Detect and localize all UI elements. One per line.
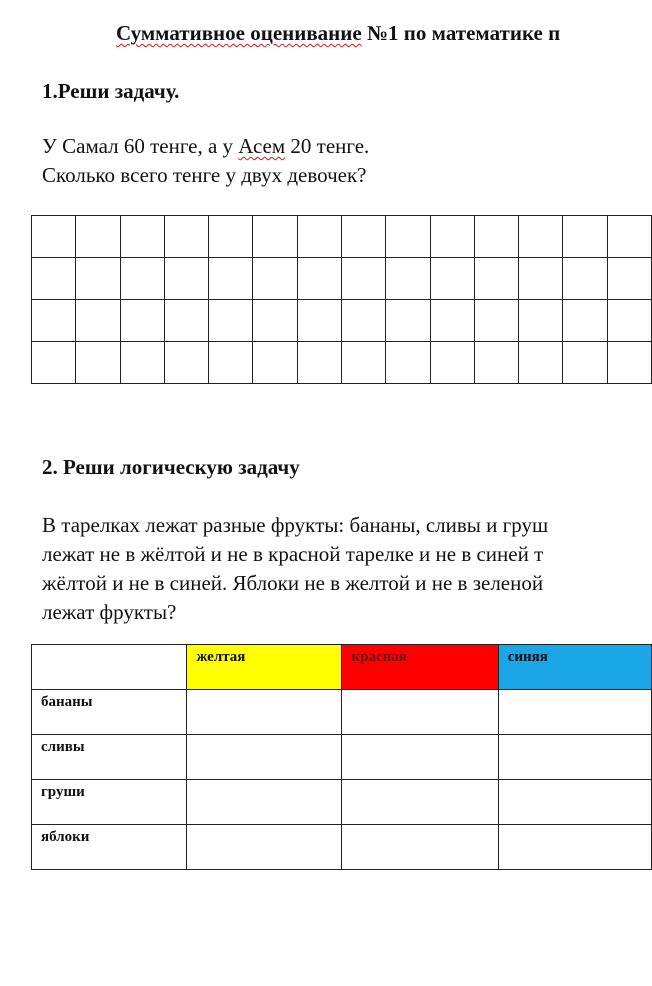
grid-cell: [386, 300, 430, 342]
document-title: [116, 18, 560, 48]
table-cell: [498, 825, 651, 870]
grid-cell: [76, 216, 120, 258]
grid-cell: [297, 258, 341, 300]
grid-cell: [607, 216, 651, 258]
grid-cell: [32, 300, 76, 342]
grid-cell: [120, 300, 164, 342]
table-cell: [342, 780, 498, 825]
grid-cell: [253, 342, 297, 384]
grid-cell: [563, 258, 607, 300]
grid-cell: [76, 342, 120, 384]
grid-cell: [386, 216, 430, 258]
table-row: [32, 780, 652, 825]
grid-cell: [386, 342, 430, 384]
table-cell: [187, 690, 342, 735]
grid-cell: [120, 216, 164, 258]
row-label-plums: сливы: [32, 735, 187, 780]
grid-cell: [474, 258, 518, 300]
grid-cell: [607, 258, 651, 300]
grid-cell: [209, 342, 253, 384]
grid-cell: [253, 258, 297, 300]
task1-line-1: [42, 132, 369, 161]
task2-line-1: В тарелках лежат разные фрукты: бананы, сливы и груш: [42, 513, 549, 537]
fruit-plate-table: [31, 644, 652, 870]
title-rest: №1 по математике п: [361, 21, 561, 45]
grid-cell: [430, 300, 474, 342]
grid-cell: [297, 342, 341, 384]
name-asem: Асем: [238, 134, 286, 158]
table-cell: [342, 690, 498, 735]
grid-cell: [297, 300, 341, 342]
header-red: красная: [342, 645, 498, 690]
grid-cell: [430, 342, 474, 384]
row-label-apples: яблоки: [32, 825, 187, 870]
grid-row: [32, 342, 652, 384]
grid-cell: [209, 300, 253, 342]
table-row: [32, 690, 652, 735]
grid-cell: [209, 258, 253, 300]
grid-cell: [32, 342, 76, 384]
grid-row: [32, 300, 652, 342]
header-empty-cell: [32, 645, 187, 690]
grid-cell: [474, 216, 518, 258]
task2-line-2: лежат не в жёлтой и не в красной тарелке и не в синей т: [42, 542, 544, 566]
table-cell: [187, 735, 342, 780]
task2-text: [42, 511, 548, 627]
grid-cell: [164, 342, 208, 384]
grid-cell: [341, 258, 385, 300]
grid-cell: [519, 258, 563, 300]
table-cell: [342, 825, 498, 870]
grid-cell: [607, 342, 651, 384]
grid-cell: [386, 258, 430, 300]
task2-line-3: жёлтой и не в синей. Яблоки не в желтой и не в зеленой: [42, 571, 544, 595]
table-cell: [342, 735, 498, 780]
task2-heading: 2. Реши логическую задачу: [42, 455, 300, 479]
table-cell: [187, 780, 342, 825]
grid-cell: [519, 342, 563, 384]
grid-cell: [253, 300, 297, 342]
task1-line-2: Сколько всего тенге у двух девочек?: [42, 163, 367, 187]
table-row: [32, 825, 652, 870]
grid-cell: [32, 216, 76, 258]
grid-cell: [164, 216, 208, 258]
grid-cell: [209, 216, 253, 258]
table-header-row: [32, 645, 652, 690]
grid-cell: [32, 258, 76, 300]
grid-cell: [519, 300, 563, 342]
grid-cell: [341, 342, 385, 384]
table-cell: [498, 735, 651, 780]
task2-line-4: лежат фрукты?: [42, 600, 177, 624]
task1-line-1-end: 20 тенге.: [285, 134, 370, 158]
task1-line-1-start: У Самал 60 тенге, а у: [42, 134, 239, 158]
task1-heading: 1.Реши задачу.: [42, 79, 180, 103]
grid-cell: [563, 342, 607, 384]
grid-row: [32, 258, 652, 300]
grid-cell: [563, 216, 607, 258]
grid-cell: [76, 258, 120, 300]
task1-text: [42, 132, 369, 190]
grid-cell: [519, 216, 563, 258]
grid-cell: [164, 300, 208, 342]
table-cell: [498, 780, 651, 825]
grid-cell: [341, 216, 385, 258]
row-label-bananas: бананы: [32, 690, 187, 735]
grid-cell: [253, 216, 297, 258]
row-label-pears: груши: [32, 780, 187, 825]
grid-cell: [120, 342, 164, 384]
answer-grid: [31, 215, 652, 384]
grid-cell: [607, 300, 651, 342]
grid-cell: [474, 342, 518, 384]
grid-cell: [341, 300, 385, 342]
grid-cell: [430, 258, 474, 300]
grid-cell: [120, 258, 164, 300]
grid-cell: [430, 216, 474, 258]
header-yellow: желтая: [187, 645, 342, 690]
grid-cell: [297, 216, 341, 258]
table-row: [32, 735, 652, 780]
title-prefix: Суммативное оценивание: [116, 21, 362, 45]
grid-cell: [164, 258, 208, 300]
table-cell: [498, 690, 651, 735]
grid-cell: [563, 300, 607, 342]
grid-cell: [76, 300, 120, 342]
grid-cell: [474, 300, 518, 342]
table-cell: [187, 825, 342, 870]
grid-row: [32, 216, 652, 258]
header-blue: синяя: [498, 645, 651, 690]
